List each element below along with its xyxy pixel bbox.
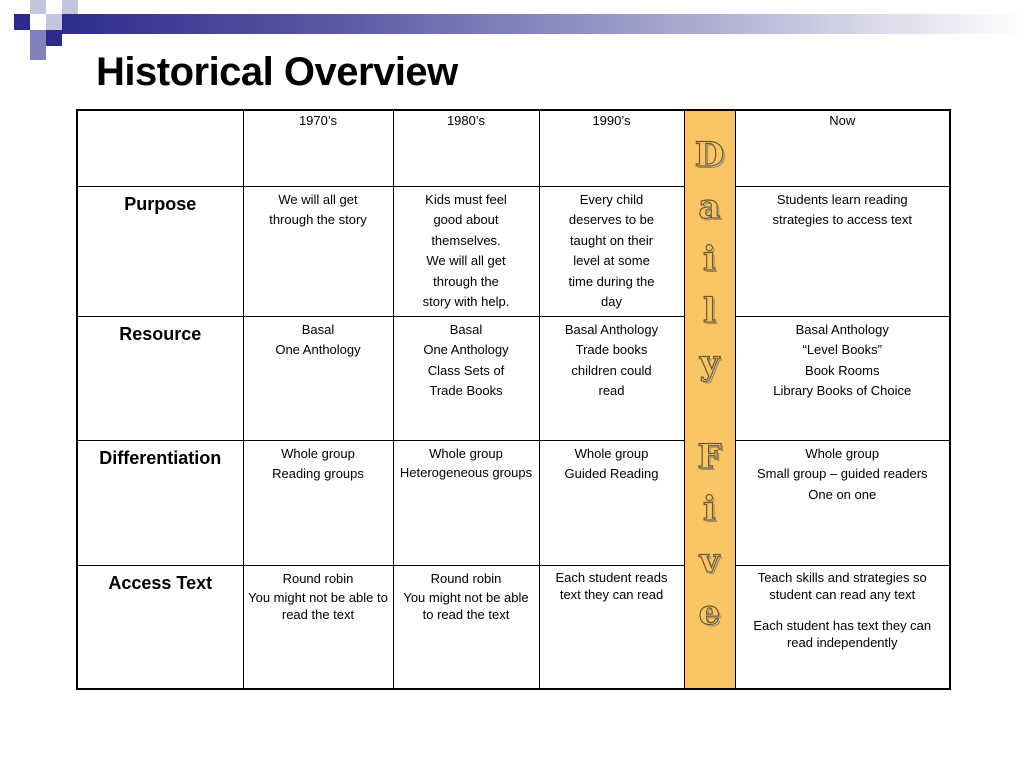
daily-five-letter: y	[699, 343, 720, 383]
decorative-square	[30, 46, 46, 60]
cell-line: Every child	[579, 191, 644, 207]
row-label-differentiation: Differentiation	[77, 440, 243, 565]
daily-five-letter: D	[694, 135, 725, 175]
decorative-square	[46, 30, 62, 46]
row-label-access-text: Access Text	[77, 565, 243, 689]
cell-purpose-now	[735, 186, 950, 316]
cell-line: Trade books	[575, 342, 648, 357]
cell-line: read	[598, 383, 625, 398]
cell-differentiation-1980s	[393, 440, 539, 565]
daily-five-letter: i	[703, 489, 716, 529]
cell-resource-1980s	[393, 316, 539, 440]
cell-line: Library Books of Choice	[773, 383, 912, 398]
row-label-resource: Resource	[77, 316, 243, 440]
cell-line: Kids must feel	[425, 191, 507, 207]
cell-differentiation-1990s	[539, 440, 684, 565]
cell-line: Whole group	[281, 445, 355, 461]
decorative-square	[30, 30, 46, 46]
cell-line: Reading groups	[272, 466, 364, 481]
row-label-purpose: Purpose	[77, 186, 243, 316]
cell-line: Basal Anthology	[795, 321, 889, 337]
cell-line: Basal	[449, 321, 483, 337]
daily-five-column	[684, 110, 735, 689]
column-header-1990s: 1990’s	[539, 110, 684, 186]
cell-line: deserves to be	[568, 212, 655, 227]
cell-line: Students learn reading	[776, 191, 908, 207]
table-row-resource	[77, 316, 950, 440]
cell-line: Class Sets of	[427, 362, 505, 378]
cell-differentiation-1970s	[243, 440, 393, 565]
header-gradient-band	[50, 14, 1024, 34]
column-header-1970s: 1970’s	[243, 110, 393, 186]
cell-wrapped-text: Heterogeneous groups	[399, 465, 533, 480]
table-row-differentiation	[77, 440, 950, 565]
daily-five-letter: v	[699, 541, 720, 581]
decorative-square	[62, 0, 78, 14]
cell-access-text-now	[735, 565, 950, 689]
cell-resource-now	[735, 316, 950, 440]
column-header-now: Now	[735, 110, 950, 186]
cell-wrapped-text: Each student reads text they can read	[555, 569, 668, 602]
cell-line: One Anthology	[423, 342, 509, 357]
daily-five-letter: i	[703, 239, 716, 279]
header-row	[77, 110, 950, 186]
cell-line: One on one	[808, 486, 877, 502]
table-row-access-text	[77, 565, 950, 689]
cell-line: Book Rooms	[805, 362, 880, 378]
cell-line: Basal Anthology	[564, 321, 659, 337]
cell-wrapped-text: You might not be able to read the text	[403, 590, 529, 622]
cell-line: We will all get	[426, 253, 506, 268]
cell-line: through the	[433, 273, 499, 289]
cell-line: themselves.	[431, 232, 501, 248]
cell-line: through the story	[269, 212, 367, 227]
cell-access-text-1990s	[539, 565, 684, 689]
decorative-square	[30, 0, 46, 14]
cell-access-text-1980s	[393, 565, 539, 689]
historical-overview-table	[76, 109, 951, 690]
cell-wrapped-text: You might not be able to read the text	[248, 590, 388, 622]
daily-five-letter: l	[703, 291, 716, 331]
decorative-square	[14, 14, 30, 30]
daily-five-letter: e	[698, 593, 721, 633]
cell-differentiation-now	[735, 440, 950, 565]
table-row-purpose	[77, 186, 950, 316]
cell-line: day	[601, 294, 622, 309]
cell-line: good about	[433, 212, 499, 227]
cell-line: story with help.	[422, 294, 510, 309]
cell-line: Whole group	[805, 445, 880, 461]
cell-purpose-1980s	[393, 186, 539, 316]
cell-line: level at some	[573, 253, 650, 268]
daily-five-vertical-text	[685, 111, 735, 639]
cell-line: children could	[571, 362, 652, 378]
cell-resource-1990s	[539, 316, 684, 440]
cell-line: We will all get	[278, 191, 358, 207]
cell-line: Basal	[301, 321, 335, 337]
cell-line: taught on their	[569, 232, 654, 248]
cell-line: “Level Books”	[802, 342, 882, 357]
cell-line: Round robin	[430, 570, 502, 586]
cell-purpose-1990s	[539, 186, 684, 316]
cell-line: Trade Books	[429, 383, 503, 398]
cell-line: Small group – guided readers	[756, 466, 928, 481]
cell-access-text-1970s	[243, 565, 393, 689]
cell-purpose-1970s	[243, 186, 393, 316]
cell-line: One Anthology	[275, 342, 361, 357]
cell-line: strategies to access text	[772, 212, 912, 227]
cell-wrapped-text: Teach skills and strategies so student can read any text	[757, 569, 927, 602]
cell-line: Whole group	[574, 445, 649, 461]
column-header-1980s: 1980’s	[393, 110, 539, 186]
cell-wrapped-text: Each student has text they can read independently	[753, 617, 932, 650]
slide-title: Historical Overview	[96, 50, 458, 94]
decorative-square	[46, 14, 62, 30]
daily-five-letter: F	[697, 437, 722, 477]
cell-line: Whole group	[429, 445, 503, 461]
daily-five-letter: a	[698, 187, 721, 227]
cell-line: Round robin	[282, 570, 354, 586]
cell-line: Guided Reading	[564, 466, 659, 481]
header-corner-cell	[77, 110, 243, 186]
cell-resource-1970s	[243, 316, 393, 440]
paragraph-gap	[736, 603, 950, 617]
cell-line: time during the	[568, 273, 655, 289]
